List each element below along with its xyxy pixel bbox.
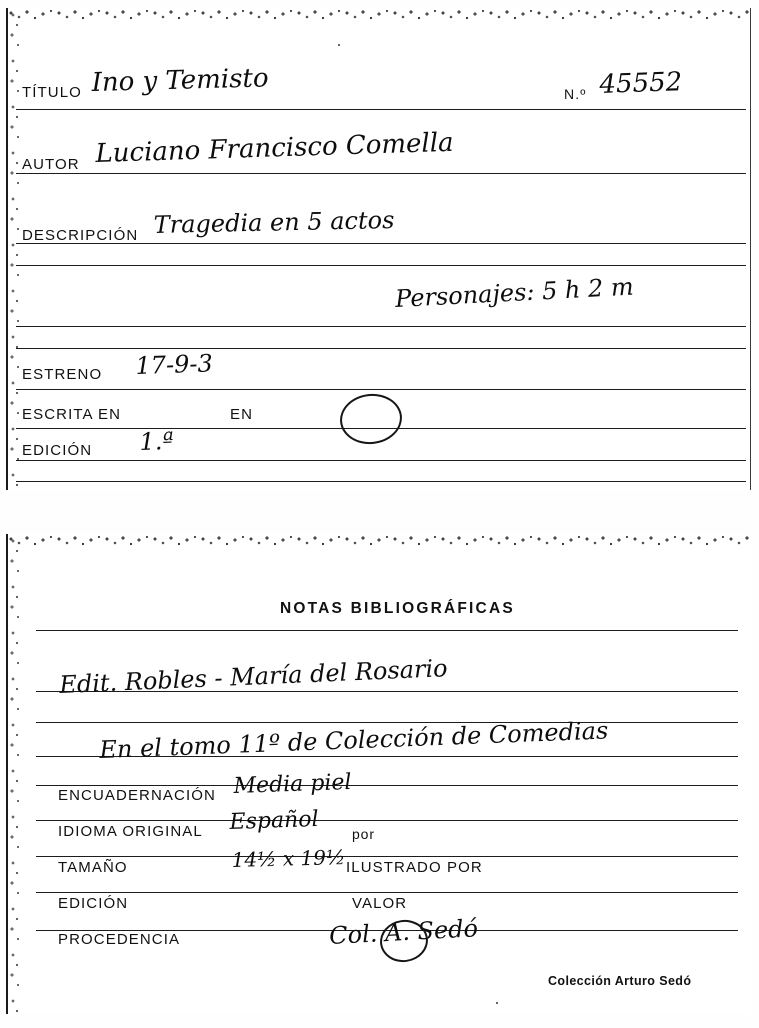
- card-bottom-left-edge-noise: [8, 534, 22, 1014]
- bottom-card-heading: NOTAS BIBLIOGRÁFICAS: [280, 600, 515, 617]
- value-idioma-original: Español: [229, 806, 319, 835]
- label-estreno: ESTRENO: [22, 366, 103, 383]
- label-valor: VALOR: [352, 895, 408, 912]
- value-encuadernacion: Media piel: [233, 769, 352, 799]
- label-autor: AUTOR: [22, 156, 80, 173]
- label-escrita-en: ESCRITA EN: [22, 406, 122, 423]
- value-nota-1: Edit. Robles - María del Rosario: [58, 654, 449, 699]
- rule-line: [36, 785, 738, 786]
- label-ilustrado-por: ILUSTRADO POR: [346, 859, 483, 876]
- value-descripcion: Tragedia en 5 actos: [153, 205, 395, 239]
- value-titulo: Ino y Temisto: [91, 63, 269, 98]
- value-nota-2: En el tomo 11º de Colección de Comedias: [98, 716, 609, 764]
- label-numero: N.º: [564, 86, 587, 102]
- rule-line: [16, 481, 746, 482]
- label-tamano: TAMAÑO: [58, 859, 128, 876]
- speck: [496, 1002, 498, 1004]
- rule-line: [16, 460, 746, 461]
- value-estreno: 17-9-3: [135, 349, 214, 380]
- rule-line: [36, 892, 738, 893]
- rule-line: [16, 109, 746, 110]
- rule-line: [16, 389, 746, 390]
- bottom-catalog-card: [6, 534, 751, 1014]
- rule-line: [16, 265, 746, 266]
- card-left-edge-noise: [8, 8, 22, 490]
- rule-line: [36, 630, 738, 631]
- label-descripcion: DESCRIPCIÓN: [22, 227, 139, 244]
- rule-line: [36, 856, 738, 857]
- value-tamano: 14½ x 19½: [231, 845, 346, 872]
- value-numero: 45552: [598, 67, 683, 100]
- rule-line: [16, 348, 746, 349]
- rule-line: [36, 722, 738, 723]
- label-edicion: EDICIÓN: [22, 442, 93, 459]
- value-autor: Luciano Francisco Comella: [95, 127, 455, 169]
- rule-line: [16, 326, 746, 327]
- value-procedencia: Col. A. Sedó: [328, 914, 479, 950]
- ink-circle-mark: [338, 391, 405, 447]
- label-por: por: [352, 826, 375, 842]
- label-encuadernacion: ENCUADERNACIÓN: [58, 787, 216, 804]
- label-escrita-en-2: EN: [230, 406, 254, 423]
- rule-line: [16, 173, 746, 174]
- label-procedencia: PROCEDENCIA: [58, 931, 181, 948]
- label-titulo: TÍTULO: [22, 84, 82, 101]
- speck: [338, 44, 340, 46]
- top-catalog-card: [6, 8, 751, 490]
- rule-line: [36, 820, 738, 821]
- label-idioma-original: IDIOMA ORIGINAL: [58, 823, 203, 840]
- card-bottom-edge-noise: [8, 534, 751, 548]
- value-edicion: 1.ª: [139, 426, 175, 456]
- value-personajes: Personajes: 5 h 2 m: [394, 272, 635, 313]
- collection-credit: Colección Arturo Sedó: [548, 974, 692, 988]
- card-top-edge-noise: [8, 8, 750, 22]
- label-edicion-bottom: EDICIÓN: [58, 895, 129, 912]
